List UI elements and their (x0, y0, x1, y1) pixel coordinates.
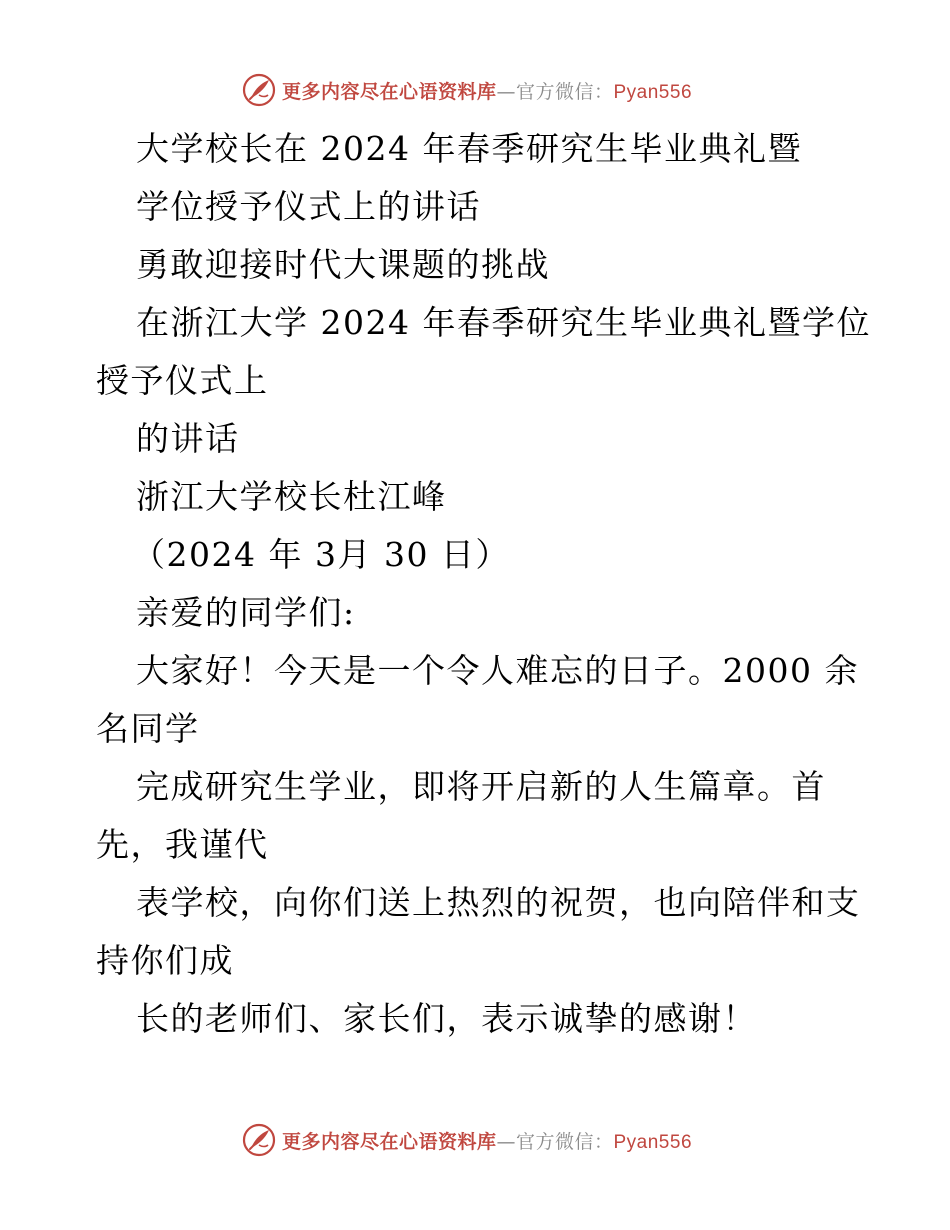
paragraph-line: 长的老师们、家长们，表示诚挚的感谢！ (136, 999, 757, 1038)
watermark-brand-text: 更多内容尽在心语资料库 (281, 1130, 497, 1153)
feather-pen-logo-icon (242, 1123, 276, 1157)
watermark-wechat-id: Pyan556 (613, 1131, 693, 1153)
speech-occasion-line-2: 授予仪式上 (96, 361, 269, 400)
watermark-brand-text: 更多内容尽在心语资料库 (281, 80, 497, 103)
feather-pen-logo-icon (242, 73, 276, 107)
salutation: 亲爱的同学们: (136, 593, 356, 632)
paragraph-line: 表学校，向你们送上热烈的祝贺，也向陪伴和支 (136, 883, 861, 922)
speech-title-line-2: 学位授予仪式上的讲话 (136, 187, 481, 226)
watermark-wechat-id: Pyan556 (613, 81, 693, 103)
speech-occasion-line-1: 在浙江大学 2024 年春季研究生毕业典礼暨学位 (136, 303, 871, 342)
watermark-separator: — (496, 80, 516, 103)
speech-headline: 勇敢迎接时代大课题的挑战 (136, 245, 550, 284)
document-body (96, 120, 871, 1048)
paragraph-line: 持你们成 (96, 941, 234, 980)
speech-date: （2024 年 3月 30 日） (132, 535, 510, 574)
footer-watermark (0, 1120, 950, 1160)
paragraph-line: 先，我谨代 (96, 825, 269, 864)
paragraph-line: 大家好！今天是一个令人难忘的日子。2000 余 (136, 651, 859, 690)
watermark-separator: — (496, 1130, 516, 1153)
speech-title-line-1: 大学校长在 2024 年春季研究生毕业典礼暨 (136, 129, 802, 168)
header-watermark (0, 70, 950, 110)
watermark-official-text: 官方微信： (515, 80, 614, 103)
paragraph-line: 名同学 (96, 709, 200, 748)
paragraph-line: 完成研究生学业，即将开启新的人生篇章。首 (136, 767, 826, 806)
watermark-official-text: 官方微信： (515, 1130, 614, 1153)
speaker-name: 浙江大学校长杜江峰 (136, 477, 447, 516)
speech-occasion-line-3: 的讲话 (136, 419, 240, 458)
